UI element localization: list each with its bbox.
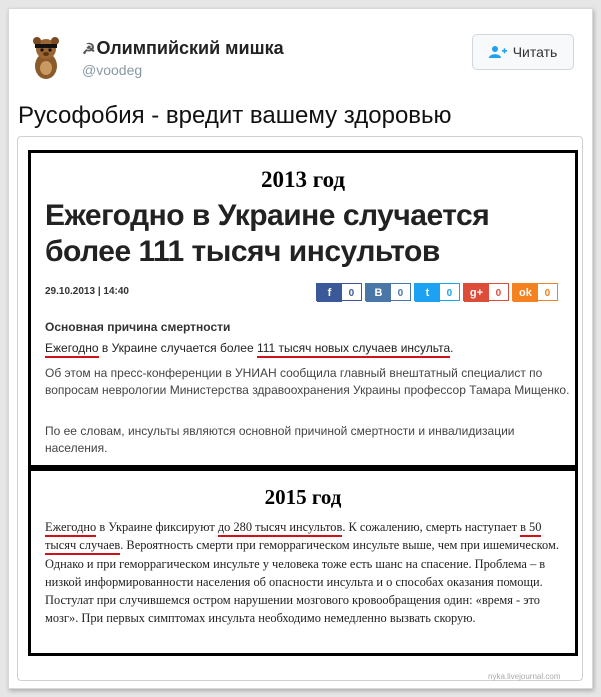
vk-icon: B — [366, 284, 391, 302]
article-paragraph: Об этом на пресс-конференции в УНИАН сообщила главный внештатный специалист по вопросам неврологии Министерства здравоохранения Украины профессор Тамара Мищенко. — [45, 366, 570, 397]
follow-button[interactable] — [472, 34, 574, 70]
underlined-phrase: в 50 тысяч случаев — [45, 520, 541, 555]
emblem-icon: ☭ — [82, 41, 96, 58]
author-handle[interactable]: @voodeg — [82, 62, 143, 78]
article-paragraph: Ежегодно в Украине фиксируют до 280 тысяч инсультов. К сожалению, смерть наступает в 50 тысяч случаев. Вероятность смерти при геморрагическом инсульте выше, чем при ишемическом. Однако и при геморрагическом инсульте у человека тоже есть шанс на спасение. Проблема – в низкой информированности населения об опасности инсульта и о способах оказания помощи. Постулат при случившемся остром нарушении мозгового кровообращения один: «время - это мозг». При первых симптомах инсульта необходимо немедленно вызвать скорую. — [45, 520, 559, 626]
add-user-icon — [489, 45, 507, 59]
article-lead: Ежегодно в Украине случается более 111 тысяч новых случаев инсульта. — [45, 340, 570, 357]
year-label-2015: 2015 год — [264, 485, 342, 509]
share-odnoklassniki[interactable] — [512, 283, 558, 301]
article-subhead: Основная причина смертности — [45, 320, 231, 334]
share-facebook[interactable] — [316, 283, 362, 301]
share-count: 0 — [348, 287, 355, 299]
share-count: 0 — [495, 287, 502, 299]
article-2013 — [28, 150, 578, 468]
underlined-phrase: Ежегодно — [45, 341, 99, 358]
article-paragraph: По ее словам, инсульты являются основной причиной смертности и инвалидизации населения. — [45, 424, 515, 455]
year-label-2013: 2013 год — [260, 167, 346, 192]
share-buttons — [316, 283, 558, 301]
underlined-phrase: до 280 тысяч инсультов — [218, 520, 342, 537]
watermark: nyka.livejournal.com — [488, 672, 561, 681]
odnoklassniki-icon: ok — [513, 284, 538, 302]
share-count: 0 — [397, 287, 404, 299]
share-google-plus[interactable] — [463, 283, 509, 301]
google-plus-icon: g+ — [464, 284, 489, 302]
underlined-phrase: 111 тысяч новых случаев инсульта — [257, 341, 450, 358]
article-headline: Ежегодно в Украине случается более 111 тысяч инсультов — [45, 199, 490, 268]
facebook-icon: f — [317, 284, 342, 302]
share-vkontakte[interactable] — [365, 283, 411, 301]
article-2015 — [28, 468, 578, 656]
article-date: 29.10.2013 | 14:40 — [45, 286, 129, 297]
share-twitter[interactable] — [414, 283, 460, 301]
tweet-text: Русофобия - вредит вашему здоровью — [18, 102, 452, 129]
twitter-icon: t — [415, 284, 440, 302]
follow-label: Читать — [512, 44, 558, 60]
avatar[interactable] — [20, 30, 72, 82]
share-count: 0 — [544, 287, 551, 299]
underlined-phrase: Ежегодно — [45, 520, 96, 537]
share-count: 0 — [446, 287, 453, 299]
author-name[interactable]: ☭Олимпийский мишка — [82, 38, 284, 58]
